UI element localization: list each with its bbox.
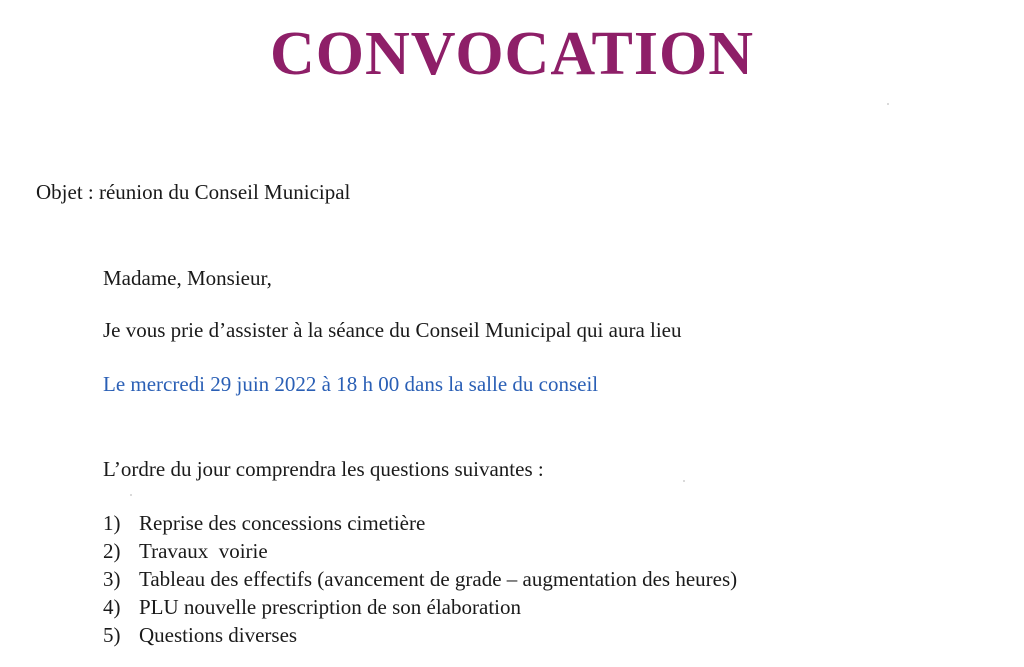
agenda-item-text: Tableau des effectifs (avancement de grade – augmentation des heures) <box>139 567 738 591</box>
agenda-item <box>103 565 737 593</box>
agenda-item-number: 1) <box>103 511 121 535</box>
agenda-item <box>103 593 737 621</box>
agenda-item-number: 4) <box>103 595 121 619</box>
agenda-item <box>103 509 737 537</box>
greeting: Madame, Monsieur, <box>103 266 272 290</box>
agenda-item-text: PLU nouvelle prescription de son élaboration <box>139 595 521 619</box>
scan-speck <box>130 494 132 496</box>
agenda-item-number: 3) <box>103 567 121 591</box>
scan-speck <box>887 103 889 105</box>
agenda-item <box>103 621 737 649</box>
agenda-intro: L’ordre du jour comprendra les questions suivantes : <box>103 457 544 481</box>
meeting-date-line: Le mercredi 29 juin 2022 à 18 h 00 dans la salle du conseil <box>103 372 599 396</box>
agenda-item-text: Travaux voirie <box>139 539 268 563</box>
agenda-item-number: 5) <box>103 623 121 647</box>
scan-speck <box>683 480 685 482</box>
agenda-item-text: Questions diverses <box>139 623 298 647</box>
agenda-item <box>103 537 737 565</box>
subject-line: Objet : réunion du Conseil Municipal <box>36 180 351 204</box>
intro-paragraph: Je vous prie d’assister à la séance du Conseil Municipal qui aura lieu <box>103 318 682 342</box>
agenda-item-text: Reprise des concessions cimetière <box>139 511 426 535</box>
document-title: CONVOCATION <box>270 20 754 88</box>
agenda-list <box>103 509 737 649</box>
agenda-item-number: 2) <box>103 539 121 563</box>
